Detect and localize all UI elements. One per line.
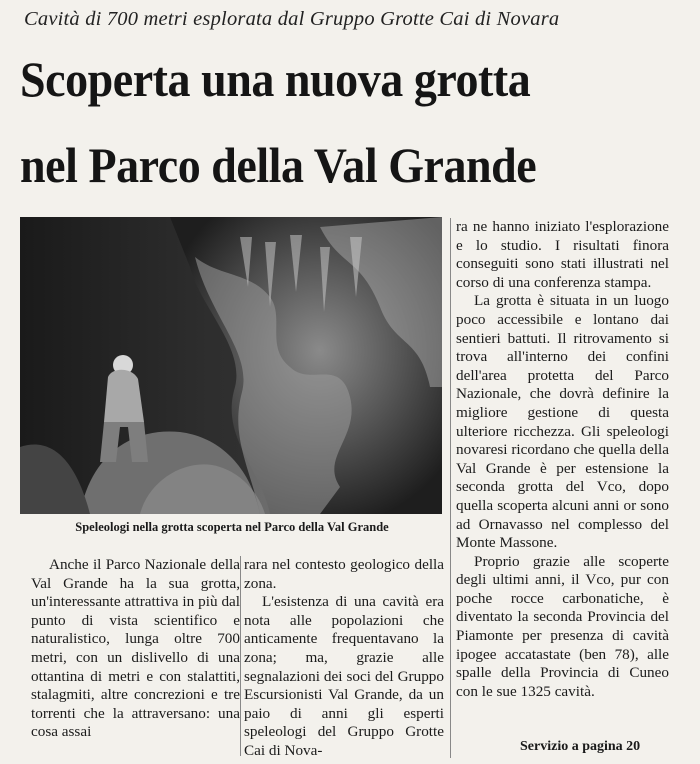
col2-paragraph-2: L'esistenza di una cavità era nota alle popolazioni che anticamente frequentavano la zona; ma, grazie alle segnalazioni dei soci del Gruppo Escursionisti Val Grande, da un paio di anni gli esperti speleologi del Gruppo Grotte Cai di Nova- [244,593,444,759]
body-column-2 [244,556,444,761]
col3-paragraph-1: ra ne hanno iniziato l'esplorazione e lo studio. I risultati finora conseguiti sono stati illustrati nel corso di una conferenza stampa. [456,218,669,291]
cave-photo [20,217,442,514]
col3-paragraph-3: Proprio grazie alle scoperte degli ultimi anni, il Vco, pur con poche rocce carbonatiche, è diventato la seconda Provincia del Piamonte per presenza di cavità ipogee accatastate (ben 78), alle spalle della Provincia di Cuneo con le sue 1325 cavità. [456,552,669,700]
headline-line-1: Scoperta una nuova grotta [20,51,531,107]
col3-paragraph-2: La grotta è situata in un luogo poco accessibile e lontano dai sentieri battuti. Il ritrovamento si trova all'interno dei confini dell'area protetta del Parco Nazionale, che dovrà definire la migliore gestione di questa ulteriore ricchezza. Gli speleologi novaresi ricordano che quella della Val Grande è per estensione la seconda grotta del Vco, dopo quella scoperta alcuni anni or sono ad Ornavasso nel complesso del Monte Massone. [456,292,669,552]
col1-paragraph-1: Anche il Parco Nazionale della Val Grande ha la sua grotta, un'interessante attrattiva in più dal punto di vista scientifico e naturalistico, lunga oltre 700 metri, con un dislivello di una ottantina di metri e con stalattiti, stalagmiti, altre concrezioni e tre torrenti che la attraversano: una cosa assai [31,556,240,741]
cave-photo-image [20,217,442,514]
col2-paragraph-1: rara nel contesto geologico della zona. [244,556,444,592]
continued-reference: Servizio a pagina 20 [520,739,641,754]
article-kicker: Cavità di 700 metri esplorata dal Gruppo Grotte Cai di Novara [24,8,560,30]
headline-line-2: nel Parco della Val Grande [20,137,537,193]
body-column-1 [31,556,240,742]
column-divider-2 [450,218,451,758]
body-column-3 [456,218,669,701]
photo-caption: Speleologi nella grotta scoperta nel Parco della Val Grande [75,520,389,534]
column-divider-1 [240,556,241,756]
